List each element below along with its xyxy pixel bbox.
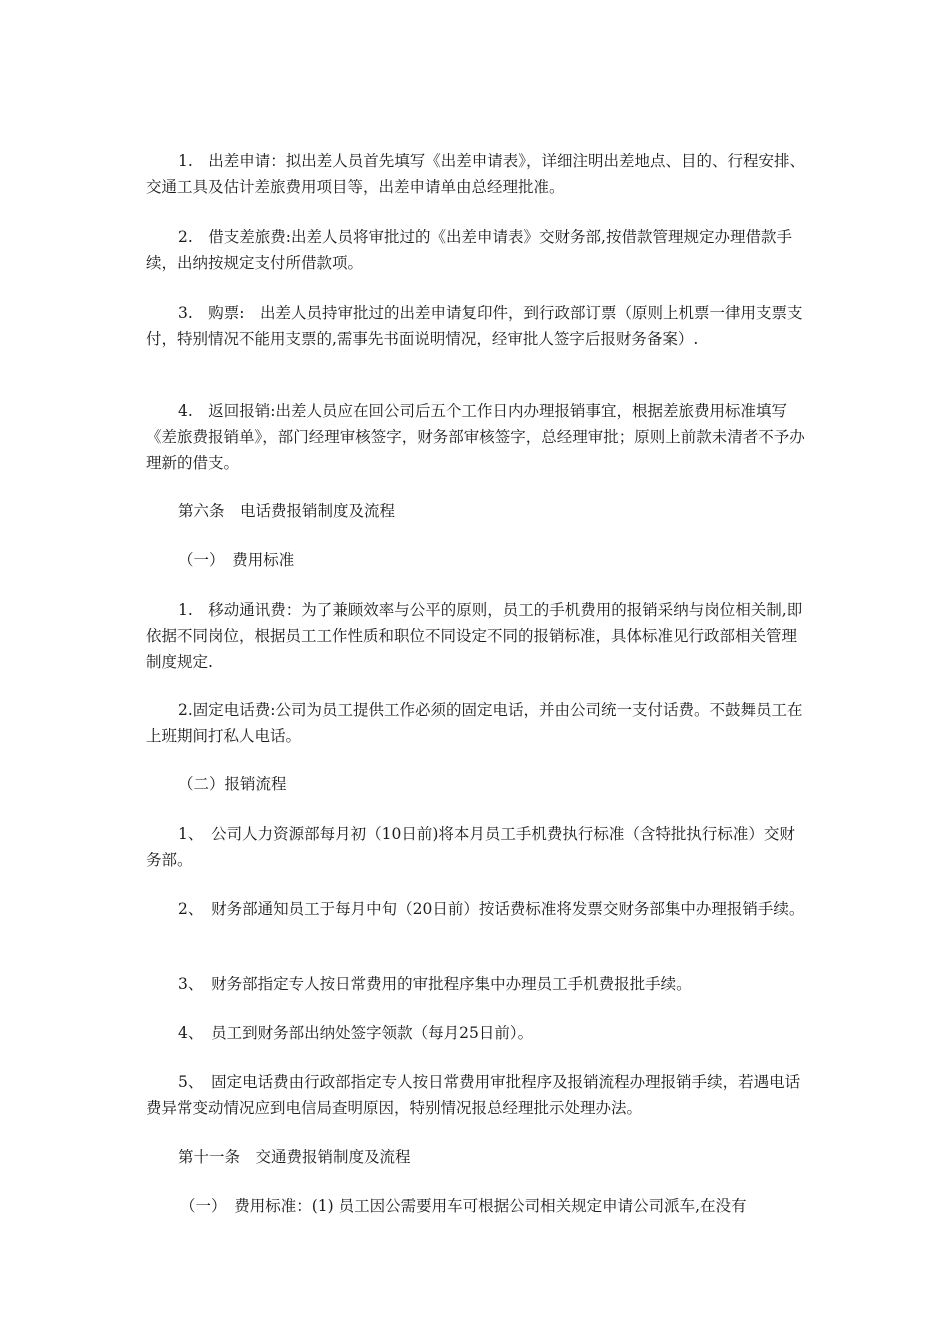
flow-step-4: 4、 员工到财务部出纳处签字领款（每月25日前）。 xyxy=(178,1024,534,1042)
flow-step-2: 2、 财务部通知员工于每月中旬（20日前）按话费标准将发票交财务部集中办理报销手续。 xyxy=(178,900,805,918)
paragraph-return-reimbursement: 4. 返回报销:出差人员应在回公司后五个工作日内办理报销事宜，根据差旅费用标准填写《差旅费报销单》，部门经理审核签字，财务部审核签字，总经理审批；原则上前款未清者不予办理新的借支。 xyxy=(146,402,805,472)
flow-step-3: 3、 财务部指定专人按日常费用的审批程序集中办理员工手机费报批手续。 xyxy=(178,975,692,993)
section-expense-standard: （一） 费用标准 xyxy=(178,551,295,569)
paragraph-landline-fee: 2.固定电话费:公司为员工提供工作必须的固定电话，并由公司统一支付话费。不鼓舞员工在上班期间打私人电话。 xyxy=(146,701,803,745)
article-6-heading: 第六条 电话费报销制度及流程 xyxy=(178,502,396,520)
flow-step-1: 1、 公司人力资源部每月初（10日前)将本月员工手机费执行标准（含特批执行标准）交财务部。 xyxy=(146,825,795,869)
paragraph-mobile-fee: 1. 移动通讯费：为了兼顾效率与公平的原则，员工的手机费用的报销采纳与岗位相关制,即依据不同岗位，根据员工工作性质和职位不同设定不同的报销标准，具体标准见行政部相关管理制度规定. xyxy=(146,601,803,671)
paragraph-transport-standard: （一） 费用标准：(1) 员工因公需要用车可根据公司相关规定申请公司派车,在没有 xyxy=(180,1197,747,1215)
paragraph-ticket-purchase: 3. 购票: 出差人员持审批过的出差申请复印件，到行政部订票（原则上机票一律用支票支付，特别情况不能用支票的,需事先书面说明情况，经审批人签字后报财务备案）. xyxy=(146,304,803,348)
article-11-heading: 第十一条 交通费报销制度及流程 xyxy=(178,1148,411,1166)
paragraph-travel-application: 1. 出差申请：拟出差人员首先填写《出差申请表》，详细注明出差地点、目的、行程安排、交通工具及估计差旅费用项目等，出差申请单由总经理批准。 xyxy=(146,152,806,196)
paragraph-travel-advance: 2. 借支差旅费:出差人员将审批过的《出差申请表》交财务部,按借款管理规定办理借款手续，出纳按规定支付所借款项。 xyxy=(146,228,792,272)
section-reimbursement-flow: （二）报销流程 xyxy=(178,775,287,793)
flow-step-5: 5、 固定电话费由行政部指定专人按日常费用审批程序及报销流程办理报销手续，若遇电话费异常变动情况应到电信局查明原因，特别情况报总经理批示处理办法。 xyxy=(146,1073,801,1117)
